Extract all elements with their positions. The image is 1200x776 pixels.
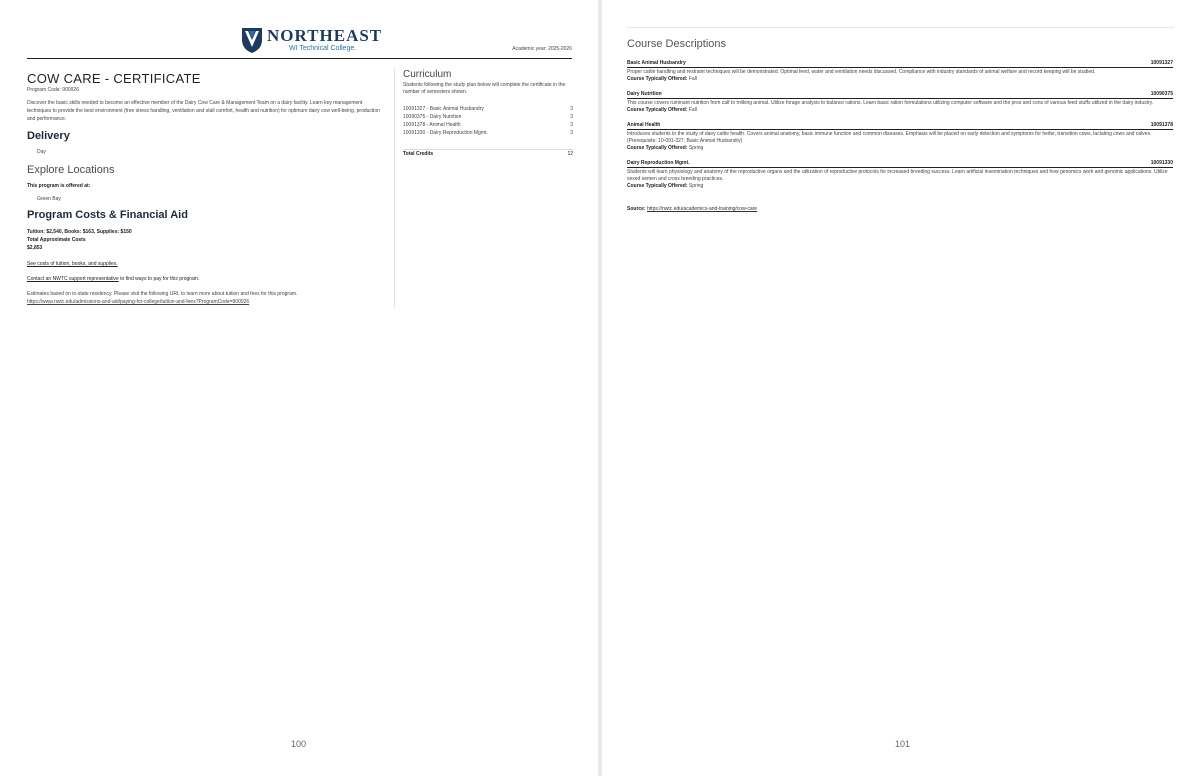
program-column: [27, 68, 387, 306]
total-credits-value: 12: [567, 151, 573, 157]
page-number: 101: [895, 739, 911, 749]
source-label: Source:: [627, 206, 646, 212]
total-costs-label: Total Approximate Costs: [27, 237, 86, 243]
course-title: Basic Animal Husbandry: [627, 60, 686, 66]
course-descriptions-heading: Course Descriptions: [627, 38, 727, 50]
estimate-note: Estimates based on in-state residency. Please visit the following URL to learn more about tuition and fees for this program.: [27, 291, 298, 297]
program-code: Program Code: 900926: [27, 87, 79, 93]
course-row: [403, 113, 573, 121]
total-credits-row: [403, 149, 573, 157]
course-list: [403, 105, 573, 137]
see-costs-link[interactable]: See costs of tuition, books, and supplies.: [27, 261, 118, 267]
left-page: [0, 0, 598, 776]
location-value: Green Bay: [37, 196, 61, 202]
course-name: 10091378 - Animal Health: [403, 122, 461, 128]
header-divider: [627, 27, 1174, 28]
offered-label: Course Typically Offered:: [627, 76, 688, 82]
course-descriptions: [627, 60, 1173, 212]
header-divider: [27, 58, 572, 59]
course-text: This course covers ruminant nutrition from calf to milking animal. Utilize forage analysis to balance rations. Learn basic ration formulations utilizing computer software and the pros and cons of various feed stuffs utilized in the dairy industry.: [627, 100, 1154, 106]
offered-term: Fall: [688, 76, 697, 82]
course-description: [627, 160, 1173, 190]
course-title: Animal Health: [627, 122, 661, 128]
tuition-url-link[interactable]: https://www.nwtc.edu/admissions-and-aid/paying-for-college/tuition-and-fees?ProgramCode=900926: [27, 299, 250, 305]
course-description: [627, 91, 1173, 114]
course-number: 10091330: [1150, 160, 1173, 166]
course-text: Introduces students to the study of dairy cattle health. Covers animal anatomy, basic immune function and common diseases. Emphasis will be placed on early detection and symptoms for heifer, transition cows, lactating cows and calves. (Prerequisite: 10-091-327, Basic Animal Husbandry): [627, 131, 1152, 144]
program-title: COW CARE - CERTIFICATE: [27, 71, 201, 86]
course-credits: 3: [570, 106, 573, 112]
offered-term: Fall: [688, 107, 697, 113]
logo-subtitle: WI Technical College.: [289, 45, 357, 52]
contact-support-text: to find ways to pay for this program.: [118, 276, 200, 282]
offered-label: Course Typically Offered:: [627, 183, 688, 189]
course-number: 10091378: [1150, 122, 1173, 128]
course-title: Dairy Nutrition: [627, 91, 662, 97]
right-page: [602, 0, 1200, 776]
curriculum-intro: Students following the study plan below will complete the certificate in the number of semesters shown.: [403, 82, 566, 95]
contact-support-link[interactable]: Contact an NWTC support representative: [27, 276, 119, 282]
course-title: Dairy Reproduction Mgmt.: [627, 160, 690, 166]
offered-label: Course Typically Offered:: [627, 145, 688, 151]
course-description: [627, 122, 1173, 152]
northeast-logo[interactable]: [241, 27, 382, 54]
curriculum-heading: Curriculum: [403, 69, 452, 80]
source-link[interactable]: https://nwtc.edu/academics-and-training/cow-care: [647, 206, 758, 212]
course-credits: 3: [570, 122, 573, 128]
column-divider: [394, 68, 395, 308]
total-costs-value: $2,853: [27, 245, 43, 251]
course-row: [403, 105, 573, 113]
course-name: 10090375 - Dairy Nutrition: [403, 114, 462, 120]
course-number: 10091327: [1150, 60, 1173, 66]
program-intro: Discover the basic skills needed to become an effective member of the Dairy Cow Care & Management Team on a dairy facility. Learn key management techniques to provide the best environment (free stress handling, ventilation and stall comfort, health and nutrition) for optimum dairy cow well-being, production and performance.: [27, 100, 380, 122]
source-line: [627, 206, 1173, 212]
curriculum-column: [403, 69, 573, 157]
costs-breakdown: Tuition: $2,540, Books: $163, Supplies: $150: [27, 229, 132, 235]
course-credits: 3: [570, 130, 573, 136]
logo-name: NORTHEAST: [267, 26, 383, 45]
course-row: [403, 121, 573, 129]
course-name: 10091327 - Basic Animal Husbandry: [403, 106, 484, 112]
locations-offered-label: This program is offered at:: [27, 183, 91, 189]
course-number: 10090375: [1150, 91, 1173, 97]
course-text: Students will learn physiology and anatomy of the reproductive organs and the utilization of reproductive protocols for increased breeding success. Learn artificial insemination techniques and how genomics work and genomic applications. Utilize sexed semen and cross breeding practices.: [627, 169, 1168, 182]
total-credits-label: Total Credits: [403, 151, 434, 157]
delivery-value: Day: [37, 149, 46, 155]
offered-term: Spring: [688, 183, 704, 189]
delivery-heading: Delivery: [27, 130, 70, 142]
course-row: [403, 129, 573, 137]
academic-year: Academic year: 2025-2026: [512, 46, 572, 52]
locations-heading: Explore Locations: [27, 164, 115, 176]
course-description: [627, 60, 1173, 83]
costs-heading: Program Costs & Financial Aid: [27, 209, 188, 221]
course-text: Proper cattle handling and restraint techniques will be demonstrated. Optimal feed, water and ventilation needs discussed. Compliance with industry standards of animal welfare and record keeping will be studied.: [627, 69, 1096, 75]
shield-icon: [241, 27, 263, 54]
offered-label: Course Typically Offered:: [627, 107, 688, 113]
course-credits: 3: [570, 114, 573, 120]
page-number: 100: [291, 739, 307, 749]
course-name: 10091330 - Dairy Reproduction Mgmt.: [403, 130, 488, 136]
offered-term: Spring: [688, 145, 704, 151]
